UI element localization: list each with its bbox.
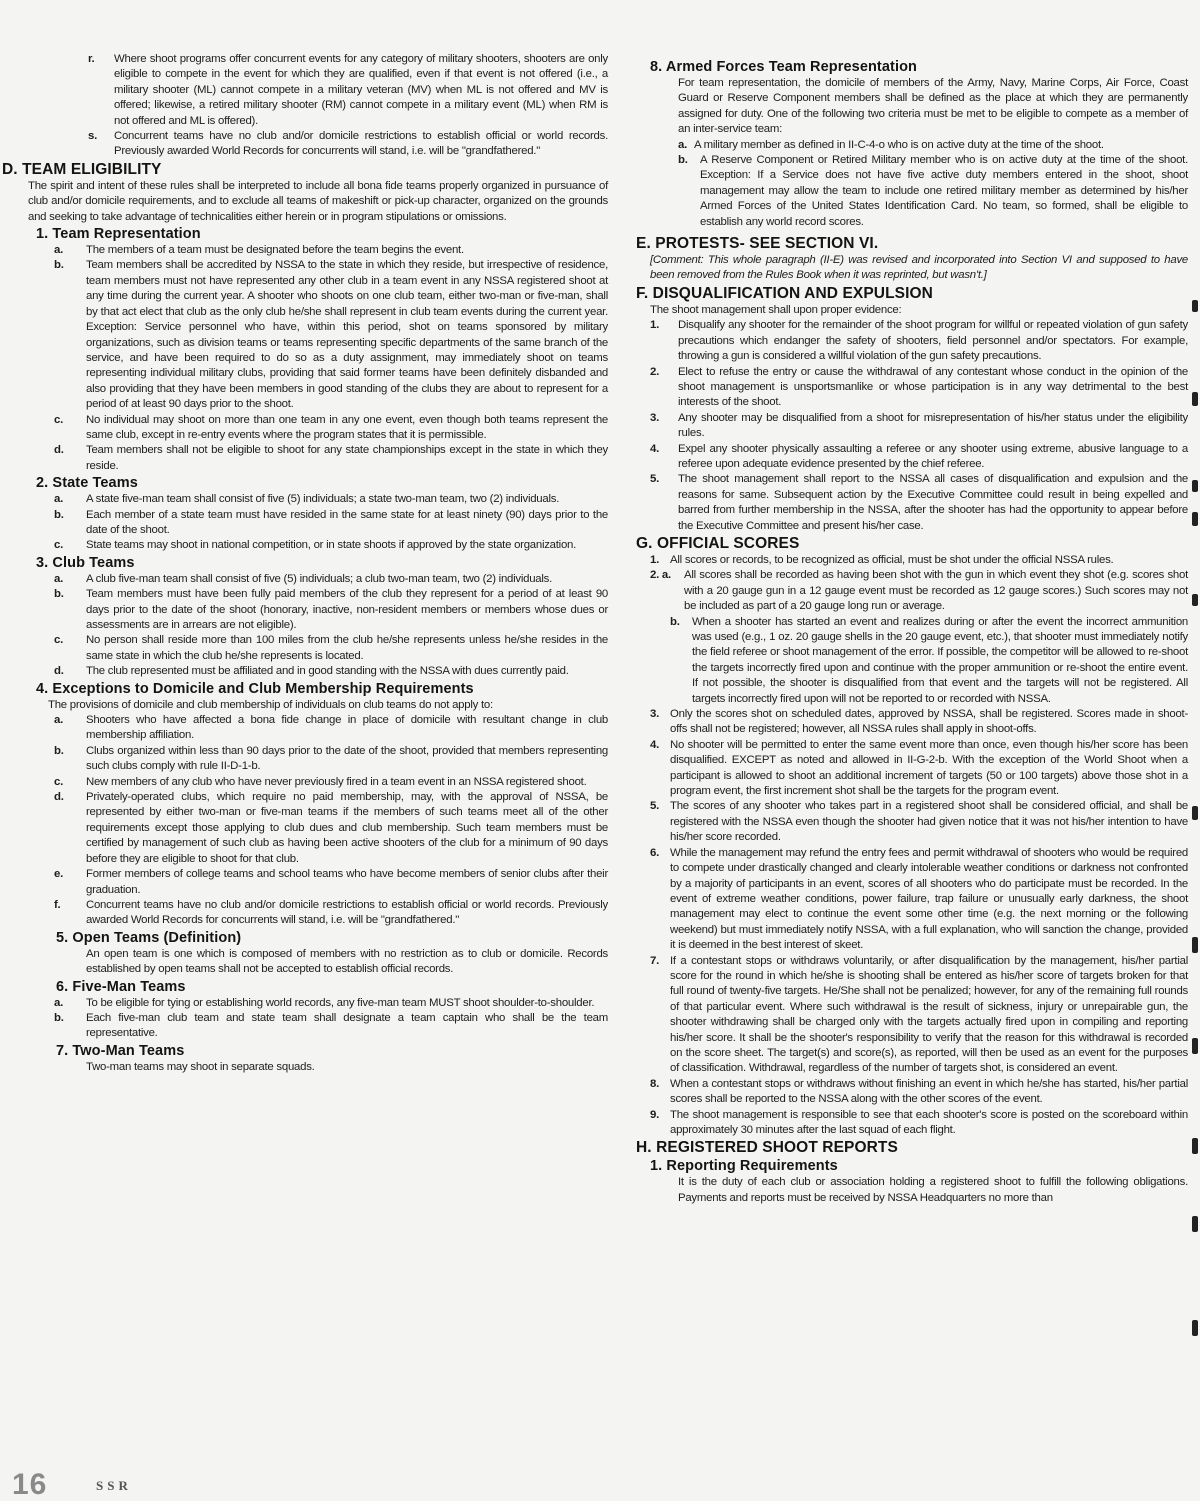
list-item xyxy=(650,365,1188,411)
item-text: No individual may shoot on more than one team in any one event, even though both teams represent the same club, except in re-entry events where the program states that it is permissible. xyxy=(86,413,608,441)
list-item xyxy=(650,1077,1188,1108)
subsection-heading-d6: 6. Five-Man Teams xyxy=(56,978,186,995)
item-text: Clubs organized within less than 90 days prior to the date of the shoot, provided that members representing such clubs comply with rule II-D-1-b. xyxy=(86,744,608,773)
item-marker: 8. xyxy=(650,1077,659,1090)
item-text: The scores of any shooter who takes part in a registered shoot shall be considered official, and shall be registered with the NSSA even though the shooter had given notice that it was not his/her intention to have his/her score recorded. xyxy=(670,800,1188,844)
item-text: To be eligible for tying or establishing world records, any five-man team MUST shoot shoulder-to-shoulder. xyxy=(86,996,595,1009)
list-d3 xyxy=(54,572,608,680)
list-item xyxy=(678,153,1188,230)
subsection-d5-text: An open team is one which is composed of members with no restriction as to club or domicile. Records established by open teams shall not be accepted to establish official records. xyxy=(86,947,608,976)
subsection-heading-d8: 8. Armed Forces Team Representation xyxy=(650,59,917,75)
subsection-h1-text: It is the duty of each club or association holding a registered shoot to fulfill the following obligations. Payments and reports must be received by NSSA Headquarters no more than xyxy=(678,1176,1188,1204)
item-text: The members of a team must be designated before the team begins the event. xyxy=(86,244,464,257)
item-text: Team members must have been fully paid members of the club they represent for a period of at least 90 days prior to the date of the shoot (honorary, inactive, non-resident members or members whose dues or assessments are in arrears are not eligible). xyxy=(86,588,608,631)
item-marker: 4. xyxy=(650,738,659,751)
item-marker: a. xyxy=(54,244,63,257)
list-item xyxy=(650,738,1188,800)
list-item xyxy=(54,538,608,553)
section-heading-g: G. OFFICIAL SCORES xyxy=(636,534,800,552)
item-marker: 9. xyxy=(650,1108,659,1121)
list-item xyxy=(54,790,608,867)
item-text: Concurrent teams have no club and/or domicile restrictions to establish official or world records. Previously awarded World Records for concurrents will stand, i.e. will be "grandfathered." xyxy=(86,898,608,927)
item-marker: b. xyxy=(54,259,64,272)
list-item xyxy=(670,615,1188,707)
subsection-d7-text: Two-man teams may shoot in separate squads. xyxy=(86,1060,315,1073)
item-text: The shoot management shall report to the NSSA all cases of disqualification and expulsion and the reasons for same. Subsequent action by the Executive Committee could result in being expelled and barred from further membership in the NSSA, after the shooter has had the opportunity to appear before the Executive Committee and present his/her case. xyxy=(678,473,1188,532)
list-item xyxy=(650,442,1188,473)
page-number: 16 xyxy=(12,1468,48,1501)
section-heading-d: D. TEAM ELIGIBILITY xyxy=(2,160,162,178)
list-item xyxy=(54,775,608,790)
list-d8 xyxy=(678,138,1188,230)
item-text: Each five-man club team and state team shall designate a team captain who shall be the team representative. xyxy=(86,1011,608,1040)
item-marker: a. xyxy=(54,493,63,506)
item-marker: 5. xyxy=(650,473,659,486)
item-marker: c. xyxy=(54,413,63,426)
section-f-intro: The shoot management shall upon proper evidence: xyxy=(650,303,902,316)
item-text: Concurrent teams have no club and/or domicile restrictions to establish official or world records. Previously awarded World Records for concurrents will stand, i.e. will be "grandfathered." xyxy=(114,130,608,158)
item-text: Team members shall not be eligible to shoot for any state championships except in the state in which they reside. xyxy=(86,444,608,472)
item-marker: 7. xyxy=(650,954,659,967)
list-item xyxy=(650,472,1188,534)
list-item xyxy=(54,508,608,539)
item-marker: b. xyxy=(54,744,64,757)
item-text: All scores shall be recorded as having been shot with the gun in which event they shot (e.g. scores shot with a 20 gauge gun in a 12 gauge event must be recorded as 12 gauge scores.) Such scores may not be included as part of a 20 gauge long run or average. xyxy=(684,569,1188,613)
list-item xyxy=(54,258,608,412)
item-text: No person shall reside more than 100 miles from the club he/she represents unless he/she resides in the same state in which the club he/she represents is located. xyxy=(86,634,608,662)
section-d-intro: The spirit and intent of these rules shall be interpreted to include all bona fide teams properly organized in pursuance of club and/or domicile requirements, and to exclude all teams of makeshift or pick-up character, organized on the grounds and seeking to take advantage of technicalities either herein or in program stipulations or omissions. xyxy=(28,179,608,223)
item-marker: 5. xyxy=(650,800,659,813)
edge-tab-mark xyxy=(1192,937,1198,953)
item-marker: a. xyxy=(678,138,687,151)
item-text: The club represented must be affiliated and in good standing with the NSSA with dues currently paid. xyxy=(86,665,569,678)
edge-tab-mark xyxy=(1192,392,1198,406)
edge-tab-mark xyxy=(1192,594,1198,606)
list-item xyxy=(650,411,1188,442)
list-g xyxy=(650,553,1188,1138)
item-text: If a contestant stops or withdraws voluntarily, or after disqualification by the management, his/her partial score for the round in which he/she is shooting shall be entered as his/her score of targets broken for that full round of twenty-five targets. He/She shall not be penalized; however, for any of the remaining full rounds of that particular event. Where such withdrawal is the result of sickness, injury or unrepairable gun, the shooter withdrawing shall be charged only with the targets actually fired upon in compiling and reporting his/her score. It shall be the shooter's responsibility to verify that the reason for this withdrawal is recorded on the score sheet. The target(s) and score(s), as reported, will then be used as an event for the purposes of classification. Withdrawal, regardless of the number of targets shot, is considered an event. xyxy=(670,954,1188,1075)
item-marker: d. xyxy=(54,444,64,457)
item-text: A club five-man team shall consist of five (5) individuals; a club two-man team, two (2) individuals. xyxy=(86,572,553,585)
item-marker: 1. xyxy=(650,553,659,566)
list-item xyxy=(54,443,608,474)
item-marker: s. xyxy=(88,130,97,143)
list-item xyxy=(54,633,608,664)
item-text: Former members of college teams and school teams who have become members of senior clubs after their graduation. xyxy=(86,868,608,896)
item-text: Disqualify any shooter for the remainder of the shoot program for willful or repeated violation of gun safety precautions which endanger the safety of shooters, field personnel and/or spectators. For example, throwing a gun is considered a willful violation of the gun safety precautions. xyxy=(678,319,1188,363)
list-item xyxy=(54,867,608,898)
list-item xyxy=(650,707,1188,738)
item-text: A state five-man team shall consist of five (5) individuals; a state two-man team, two (2) individuals. xyxy=(86,493,560,506)
item-marker: b. xyxy=(670,615,680,628)
item-marker: 2. a. xyxy=(650,569,671,582)
item-marker: b. xyxy=(54,1011,64,1024)
list-d2 xyxy=(54,492,608,554)
item-text: Only the scores shot on scheduled dates, approved by NSSA, shall be registered. Scores made in shoot-offs shall not be registered; however, all NSSA rules shall apply in shoot-offs. xyxy=(670,708,1188,736)
list-item xyxy=(650,318,1188,364)
item-text: The shoot management is responsible to see that each shooter's score is posted on the scoreboard within approximately 30 minutes after the last squad of each flight. xyxy=(670,1108,1188,1136)
edge-tab-mark xyxy=(1192,1038,1198,1054)
list-d4 xyxy=(54,713,608,929)
edge-tab-mark xyxy=(1192,1216,1198,1232)
item-text: No shooter will be permitted to enter the same event more than once, even though his/her score has been disqualified. EXCEPT as noted and allowed in II-G-2-b. With the exception of the World Shoot when a participant is allowed to shoot an additional increment of targets (50 or 100 targets) above those shot in a program event, the first increment shot shall be the targets for the program event. xyxy=(670,738,1188,798)
list-d6 xyxy=(54,996,608,1042)
item-text: Each member of a state team must have resided in the same state for at least ninety (90) days prior to the date of the shoot. xyxy=(86,508,608,536)
item-marker: b. xyxy=(54,588,64,601)
list-f xyxy=(650,318,1188,534)
subsection-d4-intro: The provisions of domicile and club membership of individuals on club teams do not apply to: xyxy=(48,698,493,711)
subsection-heading-d3: 3. Club Teams xyxy=(36,554,135,571)
section-heading-h: H. REGISTERED SHOOT REPORTS xyxy=(636,1139,898,1157)
list-item xyxy=(54,413,608,444)
item-text: State teams may shoot in national competition, or in state shoots if approved by the state organization. xyxy=(86,539,577,552)
item-marker: a. xyxy=(54,996,63,1009)
subsection-heading-d1: 1. Team Representation xyxy=(36,226,201,243)
list-item xyxy=(54,713,608,744)
edge-tab-mark xyxy=(1192,1138,1198,1154)
item-text: A Reserve Component or Retired Military member who is on active duty at the time of the shoot. Exception: If a Service does not have five active duty members entered in the shoot, shoot management may allow the team to include one retired military member as determined by his/her Armed Forces of the United States Identification Card. No team, so formed, shall be eligible to establish any world record scores. xyxy=(700,154,1188,228)
item-text: A military member as defined in II-C-4-o who is on active duty at the time of the shoot. xyxy=(694,138,1104,151)
list-item xyxy=(650,954,1188,1077)
edge-tab-mark xyxy=(1192,300,1198,312)
list-item xyxy=(54,1011,608,1042)
item-marker: d. xyxy=(54,791,64,804)
list-item xyxy=(54,492,608,507)
item-text: Team members shall be accredited by NSSA to the state in which they reside, but irrespective of residence, team members must not have represented any other club in a team event in any NSSA registered shoot at any time during the current year. A shooter who shoots on one club team, either two-man or five-man, shall by that act elect that club as the only club he/she shall represent in club team events during the current year. Exception: Service personnel who have, within this period, shot on teams sponsored by military organizations, such as division teams or teams representing specific departments of the same branch of the service, and have been required to do so as a duty assignment, may immediately shoot on teams representing individual military clubs, providing that said former teams have been definitely disbanded and also providing that they have been members in good standing of the clubs they are about to represent for a period of at least 90 days prior to the shoot. xyxy=(86,259,608,411)
list-item xyxy=(650,1108,1188,1139)
subsection-heading-d2: 2. State Teams xyxy=(36,475,138,492)
item-marker: c. xyxy=(54,539,63,552)
list-item xyxy=(650,568,1188,614)
section-heading-e: E. PROTESTS- SEE SECTION VI. xyxy=(636,235,879,253)
item-marker: f. xyxy=(54,898,61,911)
item-marker: 4. xyxy=(650,442,659,455)
item-text: Shooters who have affected a bona fide change in place of domicile with resultant change in club membership affiliation. xyxy=(86,714,608,742)
item-marker: r. xyxy=(88,53,95,65)
item-text: When a contestant stops or withdraws without finishing an event in which he/she has started, his/her partial scores shall be reported to the NSSA along with the other scores of the event. xyxy=(670,1077,1188,1106)
section-e-comment: [Comment: This whole paragraph (II-E) was revised and incorporated into Section VI and supposed to have been removed from the Rules Book when it was reprinted, but wasn't.] xyxy=(650,254,1188,282)
edge-tab-mark xyxy=(1192,480,1198,492)
item-text: All scores or records, to be recognized as official, must be shot under the official NSSA rules. xyxy=(670,553,1114,566)
item-marker: 3. xyxy=(650,708,659,721)
left-column xyxy=(2,52,608,1075)
item-marker: a. xyxy=(54,572,63,585)
list-item xyxy=(54,898,608,929)
item-text: Any shooter may be disqualified from a shoot for misrepresentation of his/her status under the eligibility rules. xyxy=(678,411,1188,440)
subsection-heading-d7: 7. Two-Man Teams xyxy=(56,1042,185,1059)
rule-item-s xyxy=(88,129,608,160)
footer-label: SSR xyxy=(96,1478,132,1493)
list-item xyxy=(54,587,608,633)
item-marker: 2. xyxy=(650,365,659,378)
item-marker: 6. xyxy=(650,846,659,859)
list-item xyxy=(54,996,608,1011)
list-item xyxy=(54,572,608,587)
subsection-heading-d4: 4. Exceptions to Domicile and Club Membership Requirements xyxy=(36,680,474,697)
item-text: Expel any shooter physically assaulting a referee or any shooter using extreme, abusive language to a referee upon adequate evidence presented by the chief referee. xyxy=(678,442,1188,470)
rule-item-r xyxy=(88,52,608,129)
item-text: Privately-operated clubs, which require no paid membership, may, with the approval of NSSA, be represented by either two-man or five-man teams if the members of such teams meet all of the other requirements except those applying to club dues and club membership. Such team members must be certified by management of such club as having been active shooters of the club for a minimum of 90 days before they are eligible to shoot for that club. xyxy=(86,791,608,865)
list-item xyxy=(678,138,1188,153)
list-item xyxy=(650,799,1188,845)
list-item xyxy=(650,553,1188,568)
item-marker: c. xyxy=(54,775,63,788)
list-item xyxy=(54,243,608,258)
item-text: While the management may refund the entry fees and permit withdrawal of shooters who would be required to compete under drastically changed and clearly intolerable weather conditions or darkness not confronted by a majority of participants in an event, scores of all shooters who do participate must be recorded. In the event of extreme weather conditions, power failure, trap failure or unusually early darkness, the shoot management may elect to continue the event some other time (e.g. the next morning or the following weekend) but must immediately notify NSSA, with a full explanation, who will sanction the change, provided it is deemed in the best interest of skeet. xyxy=(670,846,1188,952)
subsection-d8-intro: For team representation, the domicile of members of the Army, Navy, Marine Corps, Air Force, Coast Guard or Reserve Component members shall be defined as the place at which they are permanently assigned for duty. One of the following two criteria must be met to be eligible to compete as a member of an inter-service team: xyxy=(678,77,1188,136)
item-marker: e. xyxy=(54,868,63,881)
list-item xyxy=(54,664,608,679)
item-marker: c. xyxy=(54,634,63,647)
item-marker: 1. xyxy=(650,319,659,332)
item-text: Elect to refuse the entry or cause the withdrawal of any contestant whose conduct in the opinion of the shoot management is unsportsmanlike or whose participation is in any way detrimental to the best interests of the shoot. xyxy=(678,365,1188,409)
edge-tab-mark xyxy=(1192,512,1198,526)
right-column xyxy=(636,52,1188,1206)
list-d1 xyxy=(54,243,608,474)
item-text: Where shoot programs offer concurrent events for any category of military shooters, shooters are only eligible to compete in the event for which they are qualified, even if that event is not offered (i.e., a military shooter (ML) cannot compete in a military veteran (MV) when ML is not offered and MV is offered; likewise, a retired military shooter (RM) cannot compete in a military event (ML) when RM is not offered and ML is offered). xyxy=(114,53,608,127)
item-marker: d. xyxy=(54,665,64,678)
subsection-heading-d5: 5. Open Teams (Definition) xyxy=(56,929,242,946)
edge-tab-mark xyxy=(1192,806,1198,820)
item-marker: 3. xyxy=(650,411,659,424)
list-item xyxy=(54,744,608,775)
item-marker: b. xyxy=(678,154,688,167)
section-heading-f: F. DISQUALIFICATION AND EXPULSION xyxy=(636,284,933,302)
item-marker: a. xyxy=(54,714,63,727)
subsection-heading-h1: 1. Reporting Requirements xyxy=(650,1158,838,1175)
item-marker: b. xyxy=(54,508,64,521)
item-text: New members of any club who have never previously fired in a team event in an NSSA registered shoot. xyxy=(86,775,587,788)
item-text: When a shooter has started an event and realizes during or after the event the incorrect ammunition was used (e.g., 1 oz. 20 gauge shells in the 20 gauge event, etc.), that shooter must immediately notify the field referee or shoot management of the error. If possible, the competitor will be allowed to re-shoot the targets incorrectly fired upon and continue with the proper ammunition or re-shoot the entire event. If not possible, the shooter is disqualified from that event and the targets will not be registered. All targets incorrectly fired upon will not be reported to or recorded with NSSA. xyxy=(692,615,1188,705)
list-item xyxy=(650,846,1188,954)
edge-tab-mark xyxy=(1192,1320,1198,1336)
